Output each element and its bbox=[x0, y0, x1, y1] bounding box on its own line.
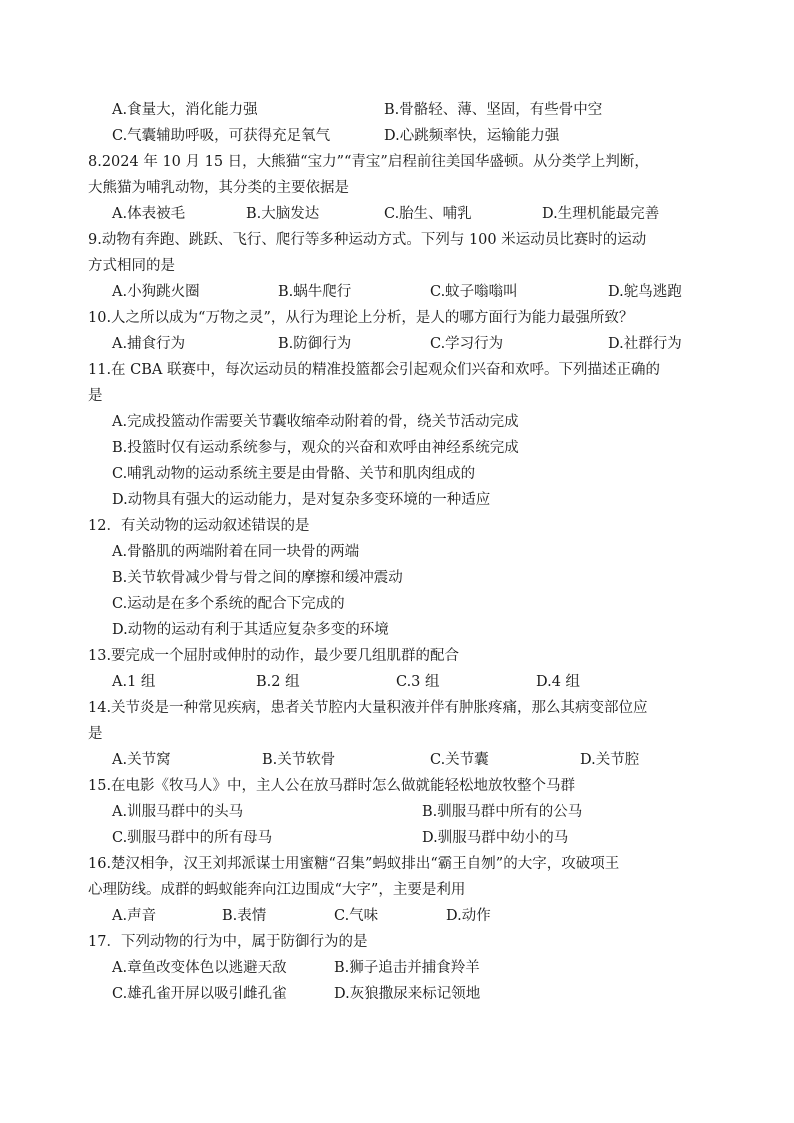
q10-option-c: C.学习行为 bbox=[430, 336, 504, 352]
q10-stem-line-1: 10.人之所以成为“万物之灵”，从行为理论上分析，是人的哪方面行为能力最强所致？ bbox=[88, 310, 634, 326]
q12-option-d: D.动物的运动有利于其适应复杂多变的环境 bbox=[112, 622, 389, 638]
q14-option-b: B.关节软骨 bbox=[262, 752, 336, 768]
q11-stem-line-2: 是 bbox=[88, 388, 103, 404]
q13-stem-line-1: 13.要完成一个屈肘或伸肘的动作，最少要几组肌群的配合 bbox=[88, 648, 460, 664]
q8-stem-line-1: 8.2024 年 10 月 15 日，大熊猫“宝力”“青宝”启程前往美国华盛顿。从分类学上判断， bbox=[88, 154, 649, 170]
q7-option-d: D.心跳频率快，运输能力强 bbox=[384, 128, 560, 144]
q16-option-d: D.动作 bbox=[446, 908, 491, 924]
q12-option-c: C.运动是在多个系统的配合下完成的 bbox=[112, 596, 345, 612]
q8-option-a: A.体表被毛 bbox=[112, 206, 186, 222]
q14-option-a: A.关节窝 bbox=[112, 752, 171, 768]
q10-option-d: D.社群行为 bbox=[608, 336, 682, 352]
q13-option-b: B.2 组 bbox=[256, 674, 300, 690]
q14-option-c: C.关节囊 bbox=[430, 752, 489, 768]
q12-option-a: A.骨骼肌的两端附着在同一块骨的两端 bbox=[112, 544, 360, 560]
q9-option-a: A.小狗跳火圈 bbox=[112, 284, 200, 300]
q15-option-b: B.驯服马群中所有的公马 bbox=[422, 804, 583, 820]
q16-option-a: A.声音 bbox=[112, 908, 157, 924]
q9-stem-line-2: 方式相同的是 bbox=[88, 258, 175, 274]
q7-option-b: B.骨骼轻、薄、坚固，有些骨中空 bbox=[384, 102, 603, 118]
q17-option-c: C.雄孔雀开屏以吸引雌孔雀 bbox=[112, 986, 287, 1002]
q15-option-c: C.驯服马群中的所有母马 bbox=[112, 830, 273, 846]
q8-stem-line-2: 大熊猫为哺乳动物，其分类的主要依据是 bbox=[88, 180, 349, 196]
q8-option-c: C.胎生、哺乳 bbox=[384, 206, 472, 222]
q11-stem-line-1: 11.在 CBA 联赛中，每次运动员的精准投篮都会引起观众们兴奋和欢呼。下列描述正确的 bbox=[88, 362, 660, 378]
q15-option-d: D.驯服马群中幼小的马 bbox=[422, 830, 569, 846]
q15-stem-line-1: 15.在电影《牧马人》中，主人公在放马群时怎么做就能轻松地放牧整个马群 bbox=[88, 778, 576, 794]
q14-option-d: D.关节腔 bbox=[580, 752, 640, 768]
q9-option-d: D.鸵鸟逃跑 bbox=[608, 284, 682, 300]
q12-option-b: B.关节软骨减少骨与骨之间的摩擦和缓冲震动 bbox=[112, 570, 403, 586]
q14-stem-line-2: 是 bbox=[88, 726, 103, 742]
q16-stem-line-2: 心理防线。成群的蚂蚁能奔向江边围成“大字”，主要是利用 bbox=[88, 882, 466, 898]
q16-option-b: B.表情 bbox=[222, 908, 267, 924]
q15-option-a: A.训服马群中的头马 bbox=[112, 804, 244, 820]
q16-option-c: C.气味 bbox=[334, 908, 379, 924]
q11-option-b: B.投篮时仅有运动系统参与，观众的兴奋和欢呼由神经系统完成 bbox=[112, 440, 519, 456]
q13-option-d: D.4 组 bbox=[536, 674, 581, 690]
q11-option-d: D.动物具有强大的运动能力，是对复杂多变环境的一种适应 bbox=[112, 492, 491, 508]
q17-stem-line-1: 17．下列动物的行为中，属于防御行为的是 bbox=[88, 934, 368, 950]
q13-option-a: A.1 组 bbox=[112, 674, 156, 690]
q17-option-b: B.狮子追击并捕食羚羊 bbox=[334, 960, 480, 976]
q11-option-a: A.完成投篮动作需要关节囊收缩牵动附着的骨，绕关节活动完成 bbox=[112, 414, 519, 430]
q10-option-b: B.防御行为 bbox=[278, 336, 352, 352]
q17-option-d: D.灰狼撒尿来标记领地 bbox=[334, 986, 481, 1002]
q9-stem-line-1: 9.动物有奔跑、跳跃、飞行、爬行等多种运动方式。下列与 100 米运动员比赛时的运动 bbox=[88, 232, 647, 248]
q7-option-a: A.食量大，消化能力强 bbox=[112, 102, 258, 118]
q10-option-a: A.捕食行为 bbox=[112, 336, 186, 352]
q9-option-c: C.蚊子嗡嗡叫 bbox=[430, 284, 518, 300]
q9-option-b: B.蜗牛爬行 bbox=[278, 284, 352, 300]
q7-option-c: C.气囊辅助呼吸，可获得充足氧气 bbox=[112, 128, 331, 144]
q14-stem-line-1: 14.关节炎是一种常见疾病，患者关节腔内大量积液并伴有肿胀疼痛，那么其病变部位应 bbox=[88, 700, 648, 716]
q13-option-c: C.3 组 bbox=[396, 674, 440, 690]
q12-stem-line-1: 12．有关动物的运动叙述错误的是 bbox=[88, 518, 310, 534]
q11-option-c: C.哺乳动物的运动系统主要是由骨骼、关节和肌肉组成的 bbox=[112, 466, 476, 482]
q16-stem-line-1: 16.楚汉相争，汉王刘邦派谋士用蜜糖“召集”蚂蚁排出“霸王自刎”的大字，攻破项王 bbox=[88, 856, 620, 872]
q8-option-b: B.大脑发达 bbox=[246, 206, 320, 222]
q17-option-a: A.章鱼改变体色以逃避天敌 bbox=[112, 960, 287, 976]
q8-option-d: D.生理机能最完善 bbox=[542, 206, 660, 222]
